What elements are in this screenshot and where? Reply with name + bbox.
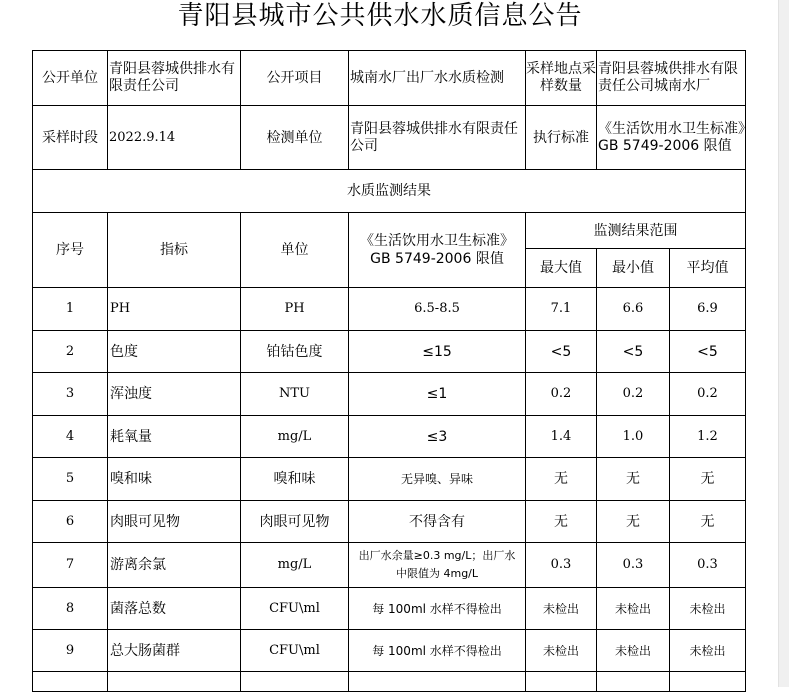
row-indicator: 总大肠菌群 [108, 630, 241, 672]
row-max: 无 [526, 458, 597, 501]
row-limit: 每 100ml 水样不得检出 [349, 630, 526, 672]
row-indicator: 菌落总数 [108, 588, 241, 630]
header-row-1 [33, 213, 746, 249]
table-row [33, 501, 746, 543]
row-avg: 无 [670, 501, 746, 543]
table-row [33, 458, 746, 501]
std-value: 《生活饮用水卫生标准》GB 5749-2006 限值 [597, 106, 746, 170]
row-unit: mg/L [241, 543, 349, 588]
time-value: 2022.9.14 [108, 106, 241, 170]
table-row-partial [33, 672, 746, 692]
row-max: 未检出 [526, 588, 597, 630]
table-row [33, 630, 746, 672]
row-avg: 无 [670, 458, 746, 501]
row-unit: 嗅和味 [241, 458, 349, 501]
page-title: 青阳县城市公共供水水质信息公告 [177, 1, 583, 31]
row-no: 5 [33, 458, 108, 501]
row-unit: CFU\ml [241, 630, 349, 672]
row-avg: 0.3 [670, 543, 746, 588]
header-range: 监测结果范围 [526, 213, 746, 249]
row-limit: ≤3 [349, 416, 526, 458]
row-unit: 铂钴色度 [241, 331, 349, 373]
header-avg: 平均值 [670, 249, 746, 288]
water-quality-table [32, 50, 746, 692]
section-title: 水质监测结果 [33, 170, 746, 213]
row-limit: 6.5-8.5 [349, 288, 526, 331]
site-value: 青阳县蓉城供排水有限责任公司城南水厂 [597, 51, 746, 106]
header-no: 序号 [33, 213, 108, 288]
table-row [33, 373, 746, 416]
row-max: 无 [526, 501, 597, 543]
row-limit: ≤15 [349, 331, 526, 373]
row-no: 4 [33, 416, 108, 458]
row-limit: 出厂水余量≥0.3 mg/L；出厂水中限值为 4mg/L [349, 543, 526, 588]
row-min: 1.0 [597, 416, 670, 458]
row-unit: PH [241, 288, 349, 331]
row-max: 7.1 [526, 288, 597, 331]
row-unit: CFU\ml [241, 588, 349, 630]
header-unit: 单位 [241, 213, 349, 288]
header-min: 最小值 [597, 249, 670, 288]
row-min: 无 [597, 458, 670, 501]
row-max: 0.3 [526, 543, 597, 588]
site-label: 采样地点采样数量 [526, 51, 597, 106]
row-indicator: 肉眼可见物 [108, 501, 241, 543]
row-min: 未检出 [597, 630, 670, 672]
row-no: 6 [33, 501, 108, 543]
row-limit: 每 100ml 水样不得检出 [349, 588, 526, 630]
row-min: 6.6 [597, 288, 670, 331]
row-indicator: PH [108, 288, 241, 331]
row-no: 3 [33, 373, 108, 416]
info-row-2 [33, 106, 746, 170]
row-no: 8 [33, 588, 108, 630]
table-row [33, 543, 746, 588]
item-label: 公开项目 [241, 51, 349, 106]
row-limit: 无异嗅、异味 [349, 458, 526, 501]
row-max: 1.4 [526, 416, 597, 458]
row-avg: 6.9 [670, 288, 746, 331]
row-min: 0.2 [597, 373, 670, 416]
lab-label: 检测单位 [241, 106, 349, 170]
lab-value: 青阳县蓉城供排水有限责任公司 [349, 106, 526, 170]
row-avg: 1.2 [670, 416, 746, 458]
header-standard: 《生活饮用水卫生标准》GB 5749-2006 限值 [349, 213, 526, 288]
item-value: 城南水厂出厂水水质检测 [349, 51, 526, 106]
row-no: 1 [33, 288, 108, 331]
row-indicator: 色度 [108, 331, 241, 373]
unit-label: 公开单位 [33, 51, 108, 106]
info-row-1 [33, 51, 746, 106]
row-no: 2 [33, 331, 108, 373]
row-avg: 0.2 [670, 373, 746, 416]
row-indicator: 游离余氯 [108, 543, 241, 588]
row-indicator: 浑浊度 [108, 373, 241, 416]
table-row [33, 588, 746, 630]
header-indicator: 指标 [108, 213, 241, 288]
row-min: 未检出 [597, 588, 670, 630]
row-limit: ≤1 [349, 373, 526, 416]
row-min: 0.3 [597, 543, 670, 588]
header-max: 最大值 [526, 249, 597, 288]
row-max: 未检出 [526, 630, 597, 672]
row-avg: <5 [670, 331, 746, 373]
row-max: <5 [526, 331, 597, 373]
row-avg: 未检出 [670, 588, 746, 630]
row-limit: 不得含有 [349, 501, 526, 543]
row-no: 9 [33, 630, 108, 672]
row-indicator: 耗氧量 [108, 416, 241, 458]
vertical-scrollbar[interactable] [778, 0, 789, 687]
table-row [33, 331, 746, 373]
time-label: 采样时段 [33, 106, 108, 170]
table-row [33, 416, 746, 458]
row-min: 无 [597, 501, 670, 543]
row-unit: 肉眼可见物 [241, 501, 349, 543]
unit-value: 青阳县蓉城供排水有限责任公司 [108, 51, 241, 106]
row-avg: 未检出 [670, 630, 746, 672]
row-unit: NTU [241, 373, 349, 416]
row-max: 0.2 [526, 373, 597, 416]
table-row [33, 288, 746, 331]
row-no: 7 [33, 543, 108, 588]
section-row [33, 170, 746, 213]
row-min: <5 [597, 331, 670, 373]
row-indicator: 嗅和味 [108, 458, 241, 501]
std-label: 执行标准 [526, 106, 597, 170]
row-unit: mg/L [241, 416, 349, 458]
